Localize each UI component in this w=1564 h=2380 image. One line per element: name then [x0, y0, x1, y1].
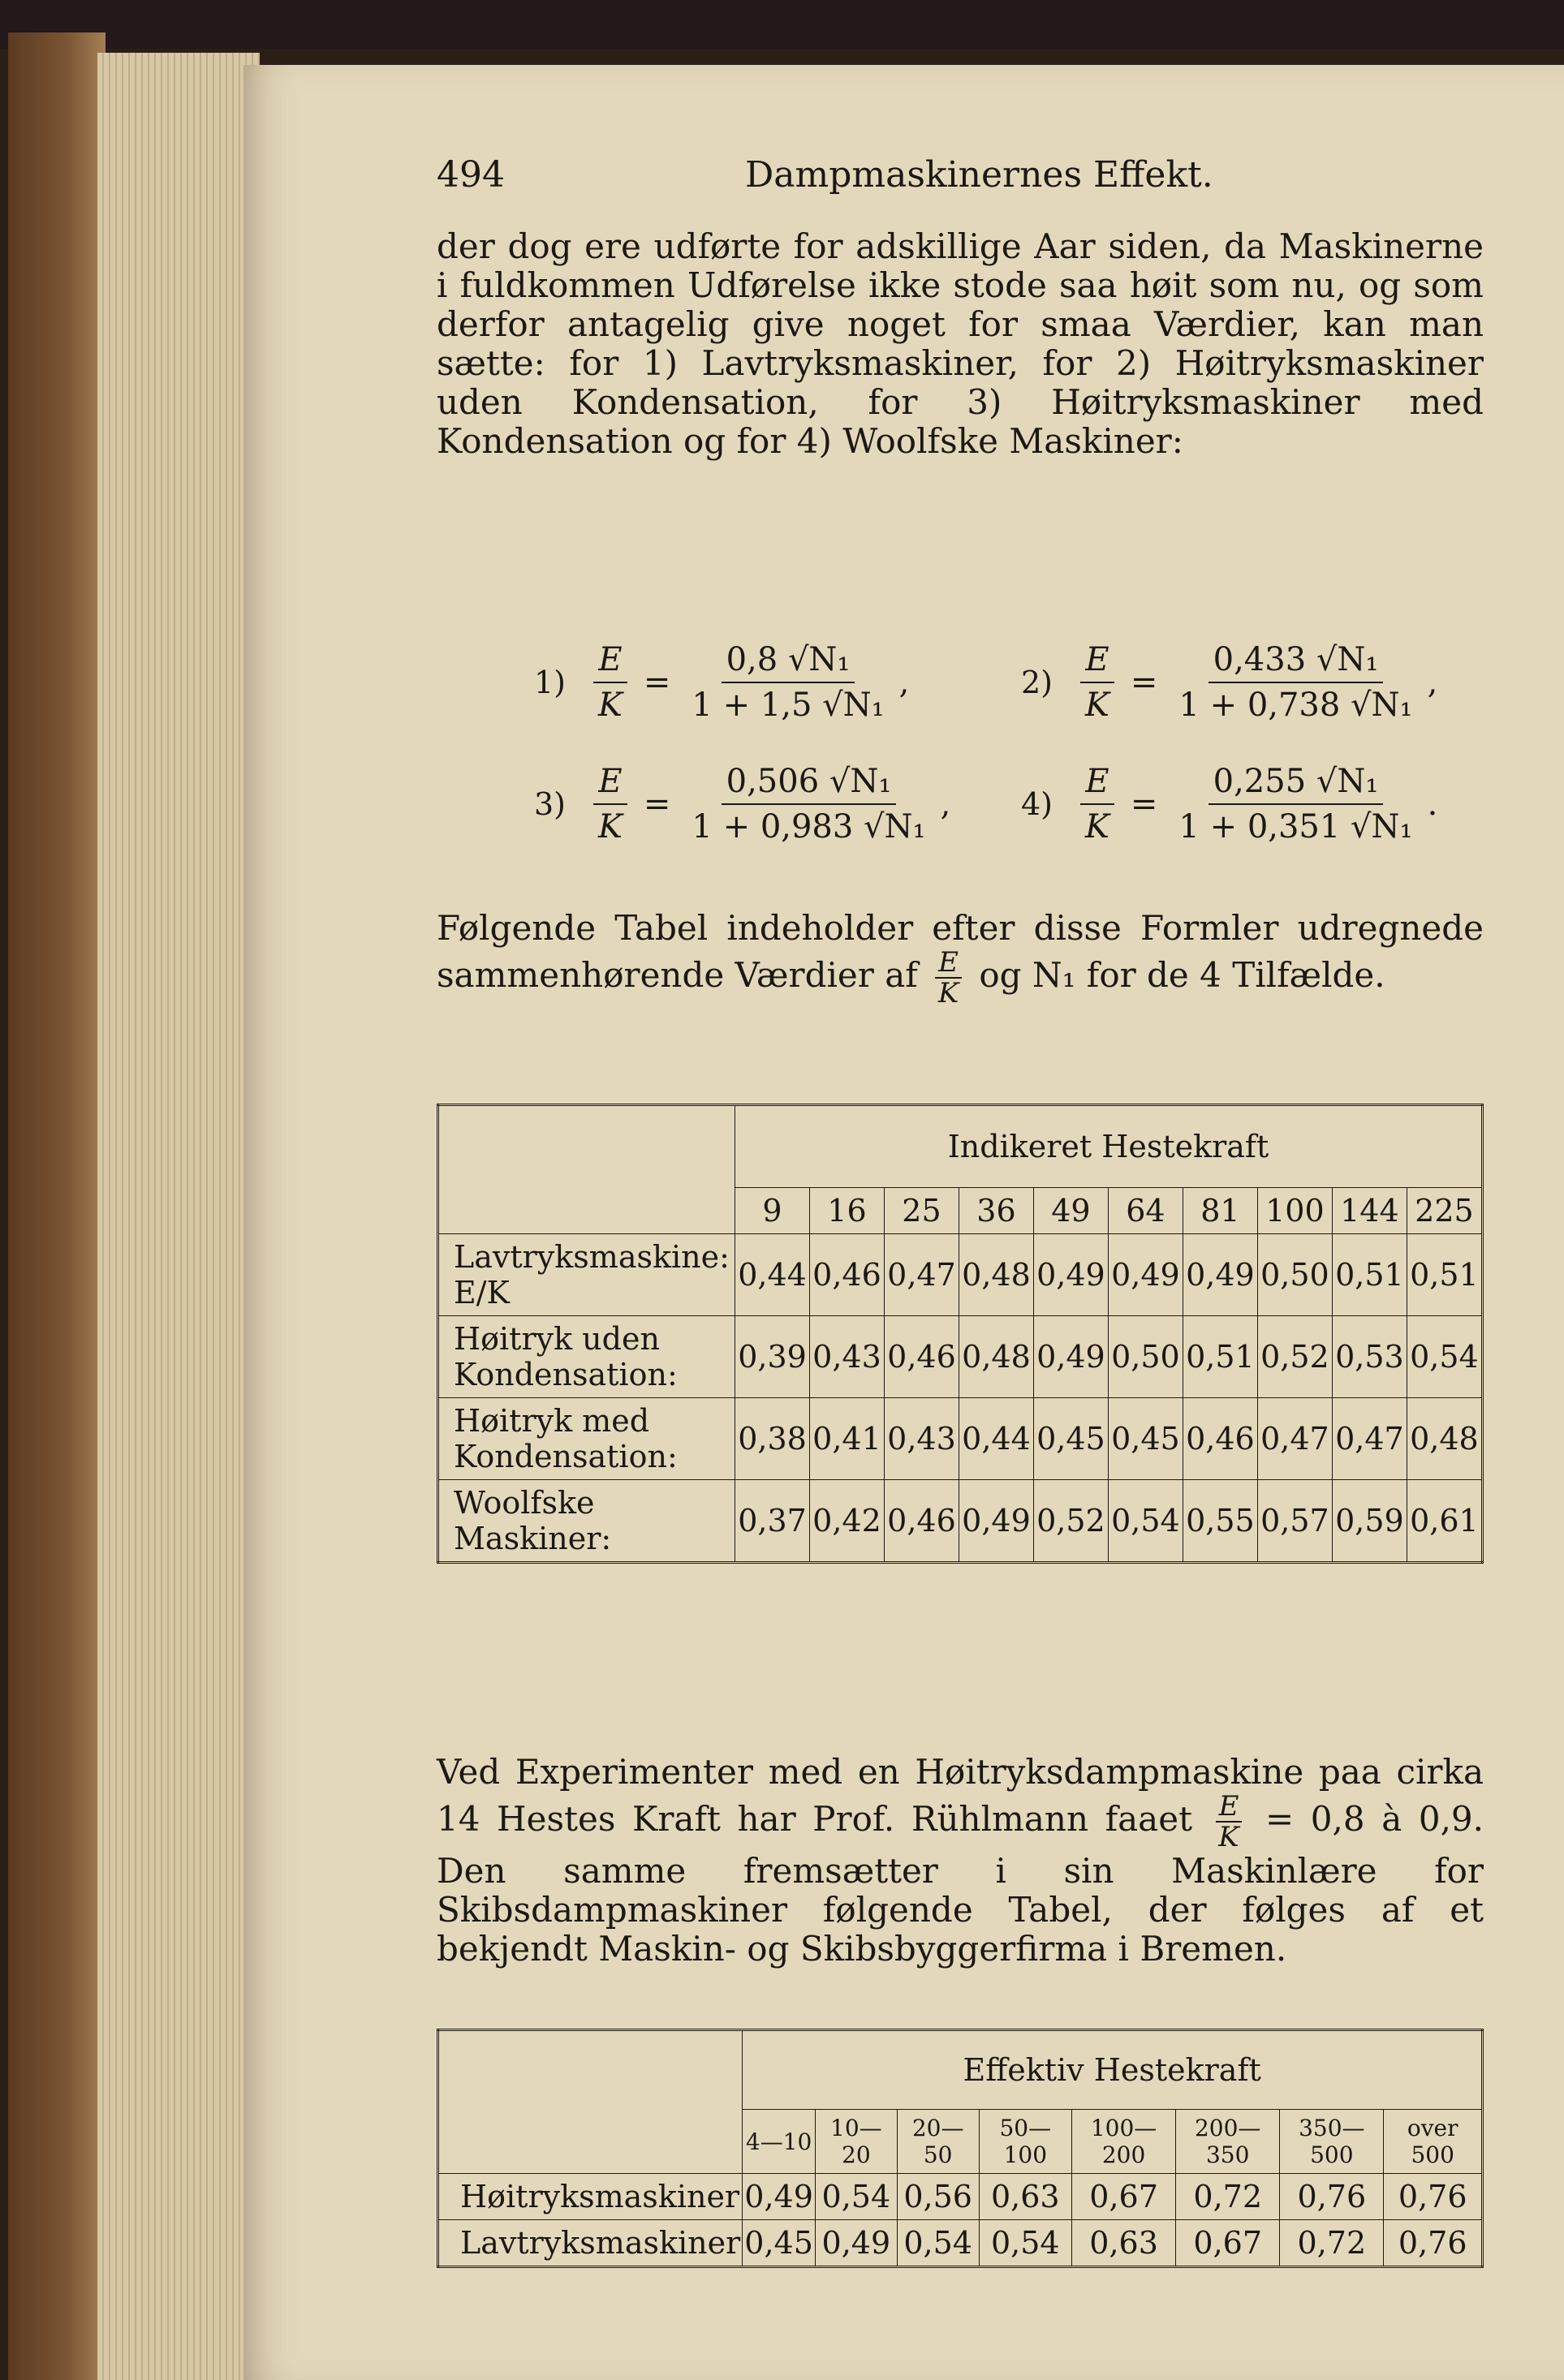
table2-col-header: 200—350 [1176, 2110, 1280, 2174]
table-effective-horsepower [437, 2029, 1484, 2268]
table1-col-header: 25 [884, 1188, 959, 1234]
table-cell: 0,57 [1257, 1480, 1332, 1563]
table-cell: 0,44 [735, 1234, 810, 1316]
row-label: Høitryk med Kondensation: [438, 1398, 735, 1480]
row-label: Woolfske Maskiner: [438, 1480, 735, 1563]
paragraph-1: der dog ere udførte for adskillige Aar siden, da Maskinerne i fuldkommen Udførelse ikke stode saa høit som nu, og som derfor antagelig give noget for smaa Værdier, kan man sætte: for 1) Lavtryksmaskiner, for 2) Høitryksmaskiner uden Kondensation, for 3) Høitryksmaskiner med Kondensation og for 4) Woolfske Maskiner: [437, 226, 1484, 461]
formula-block [534, 641, 1467, 884]
table-cell: 0,48 [959, 1234, 1033, 1316]
table-cell: 0,50 [1257, 1234, 1332, 1316]
table-cell: 0,67 [1072, 2174, 1176, 2220]
table-cell: 0,52 [1033, 1480, 1108, 1563]
table-row [438, 1316, 1483, 1398]
table-cell: 0,45 [1033, 1398, 1108, 1480]
table-row [438, 2174, 1483, 2220]
table-cell: 0,54 [1407, 1316, 1482, 1398]
row-label: Høitryk uden Kondensation: [438, 1316, 735, 1398]
table-cell: 0,49 [815, 2220, 897, 2267]
table1-col-header: 81 [1183, 1188, 1257, 1234]
table-cell: 0,42 [809, 1480, 884, 1563]
table-cell: 0,76 [1384, 2220, 1483, 2267]
table-cell: 0,51 [1332, 1234, 1407, 1316]
fraction-e-over-k: $\frac{E}{K}$ [1216, 1792, 1243, 1852]
book-binding [8, 32, 106, 2380]
table-cell: 0,45 [743, 2220, 816, 2267]
table-cell: 0,63 [979, 2174, 1071, 2220]
table1-col-header: 36 [959, 1188, 1033, 1234]
table-cell: 0,44 [959, 1398, 1033, 1480]
table-cell: 0,41 [809, 1398, 884, 1480]
table-cell: 0,51 [1407, 1234, 1482, 1316]
table1-col-header: 100 [1257, 1188, 1332, 1234]
table-cell: 0,72 [1176, 2174, 1280, 2220]
table2-col-header: 50—100 [979, 2110, 1071, 2174]
table-cell: 0,54 [897, 2220, 979, 2267]
table1-col-header: 49 [1033, 1188, 1108, 1234]
formula-3: 3) $\frac{E}{K}$ = $\frac{\text{0,506 √N₁}}{\text{1 + 0,983 √N₁}}$ , [534, 763, 951, 846]
table-row [438, 2220, 1483, 2267]
table-cell: 0,51 [1183, 1316, 1257, 1398]
table-cell: 0,63 [1072, 2220, 1176, 2267]
table-cell: 0,50 [1108, 1316, 1183, 1398]
table-cell: 0,47 [1332, 1398, 1407, 1480]
running-title: Dampmaskinernes Effekt. [745, 154, 1213, 196]
table-cell: 0,61 [1407, 1480, 1482, 1563]
table-cell: 0,72 [1280, 2220, 1384, 2267]
table-cell: 0,52 [1257, 1316, 1332, 1398]
table-row [438, 1480, 1483, 1563]
table-cell: 0,47 [1257, 1398, 1332, 1480]
table-cell: 0,49 [959, 1480, 1033, 1563]
table1-col-header: 16 [809, 1188, 884, 1234]
table-cell: 0,39 [735, 1316, 810, 1398]
table-row [438, 1234, 1483, 1316]
table-cell: 0,49 [1033, 1234, 1108, 1316]
table-cell: 0,49 [1033, 1316, 1108, 1398]
row-label: Lavtryksmaskiner [438, 2220, 743, 2267]
table-cell: 0,55 [1183, 1480, 1257, 1563]
table-cell: 0,59 [1332, 1480, 1407, 1563]
table2-title: Effektiv Hestekraft [743, 2030, 1483, 2110]
table2-col-header: over 500 [1384, 2110, 1483, 2174]
fraction-e-over-k: $\frac{E}{K}$ [935, 948, 962, 1008]
formula-2: 2) $\frac{E}{K}$ = $\frac{\text{0,433 √N₁}}{\text{1 + 0,738 √N₁}}$ , [1021, 641, 1438, 724]
table1-col-header: 144 [1332, 1188, 1407, 1234]
table-cell: 0,67 [1176, 2220, 1280, 2267]
table-cell: 0,76 [1384, 2174, 1483, 2220]
table-cell: 0,54 [1108, 1480, 1183, 1563]
table-cell: 0,49 [743, 2174, 816, 2220]
table1-col-header: 225 [1407, 1188, 1482, 1234]
table-cell: 0,76 [1280, 2174, 1384, 2220]
formula-4: 4) $\frac{E}{K}$ = $\frac{\text{0,255 √N₁}}{\text{1 + 0,351 √N₁}}$ . [1021, 763, 1438, 846]
table-cell: 0,46 [884, 1316, 959, 1398]
table1-col-header: 9 [735, 1188, 810, 1234]
table1-col-header: 64 [1108, 1188, 1183, 1234]
table2-col-header: 10—20 [815, 2110, 897, 2174]
page-header [437, 154, 1492, 203]
table-cell: 0,54 [815, 2174, 897, 2220]
table-cell: 0,48 [959, 1316, 1033, 1398]
table2-col-header: 20—50 [897, 2110, 979, 2174]
table-row [438, 1398, 1483, 1480]
table-cell: 0,54 [979, 2220, 1071, 2267]
row-label: Lavtryksmaskine: E/K [438, 1234, 735, 1316]
formula-1: 1) $\frac{E}{K}$ = $\frac{\text{0,8 √N₁}}{\text{1 + 1,5 √N₁}}$ , [534, 641, 910, 724]
table2-col-header: 4—10 [743, 2110, 816, 2174]
table-indicated-horsepower [437, 1104, 1484, 1564]
table-cell: 0,49 [1183, 1234, 1257, 1316]
table-cell: 0,46 [884, 1480, 959, 1563]
table-cell: 0,37 [735, 1480, 810, 1563]
table-cell: 0,48 [1407, 1398, 1482, 1480]
table1-title: Indikeret Hestekraft [735, 1105, 1483, 1188]
table-cell: 0,43 [809, 1316, 884, 1398]
table-cell: 0,49 [1108, 1234, 1183, 1316]
table-cell: 0,53 [1332, 1316, 1407, 1398]
page-edges [97, 53, 260, 2380]
table-cell: 0,38 [735, 1398, 810, 1480]
table-cell: 0,47 [884, 1234, 959, 1316]
table-cell: 0,45 [1108, 1398, 1183, 1480]
table-cell: 0,46 [1183, 1398, 1257, 1480]
table2-col-header: 100—200 [1072, 2110, 1176, 2174]
book-cover-top [0, 0, 1564, 49]
table-cell: 0,56 [897, 2174, 979, 2220]
book-page [243, 65, 1564, 2380]
table2-col-header: 350—500 [1280, 2110, 1384, 2174]
table-cell: 0,46 [809, 1234, 884, 1316]
table-cell: 0,43 [884, 1398, 959, 1480]
page-number: 494 [437, 154, 505, 196]
paragraph-2: Følgende Tabel indeholder efter disse Formler udregnede sammenhørende Værdier af $\frac{E}{K}$ og N₁ for de 4 Tilfælde. [437, 908, 1484, 1009]
row-label: Høitryksmaskiner [438, 2174, 743, 2220]
paragraph-3: Ved Experimenter med en Høitryksdampmaskine paa cirka 14 Hestes Kraft har Prof. Rühlmann faaet $\frac{E}{K}$ = 0,8 à 0,9. Den samme fremsætter i sin Maskinlære for Skibsdampmaskiner følgende Tabel, der følges af et bekjendt Maskin- og Skibsbyggerfirma i Bremen. [437, 1752, 1484, 1969]
